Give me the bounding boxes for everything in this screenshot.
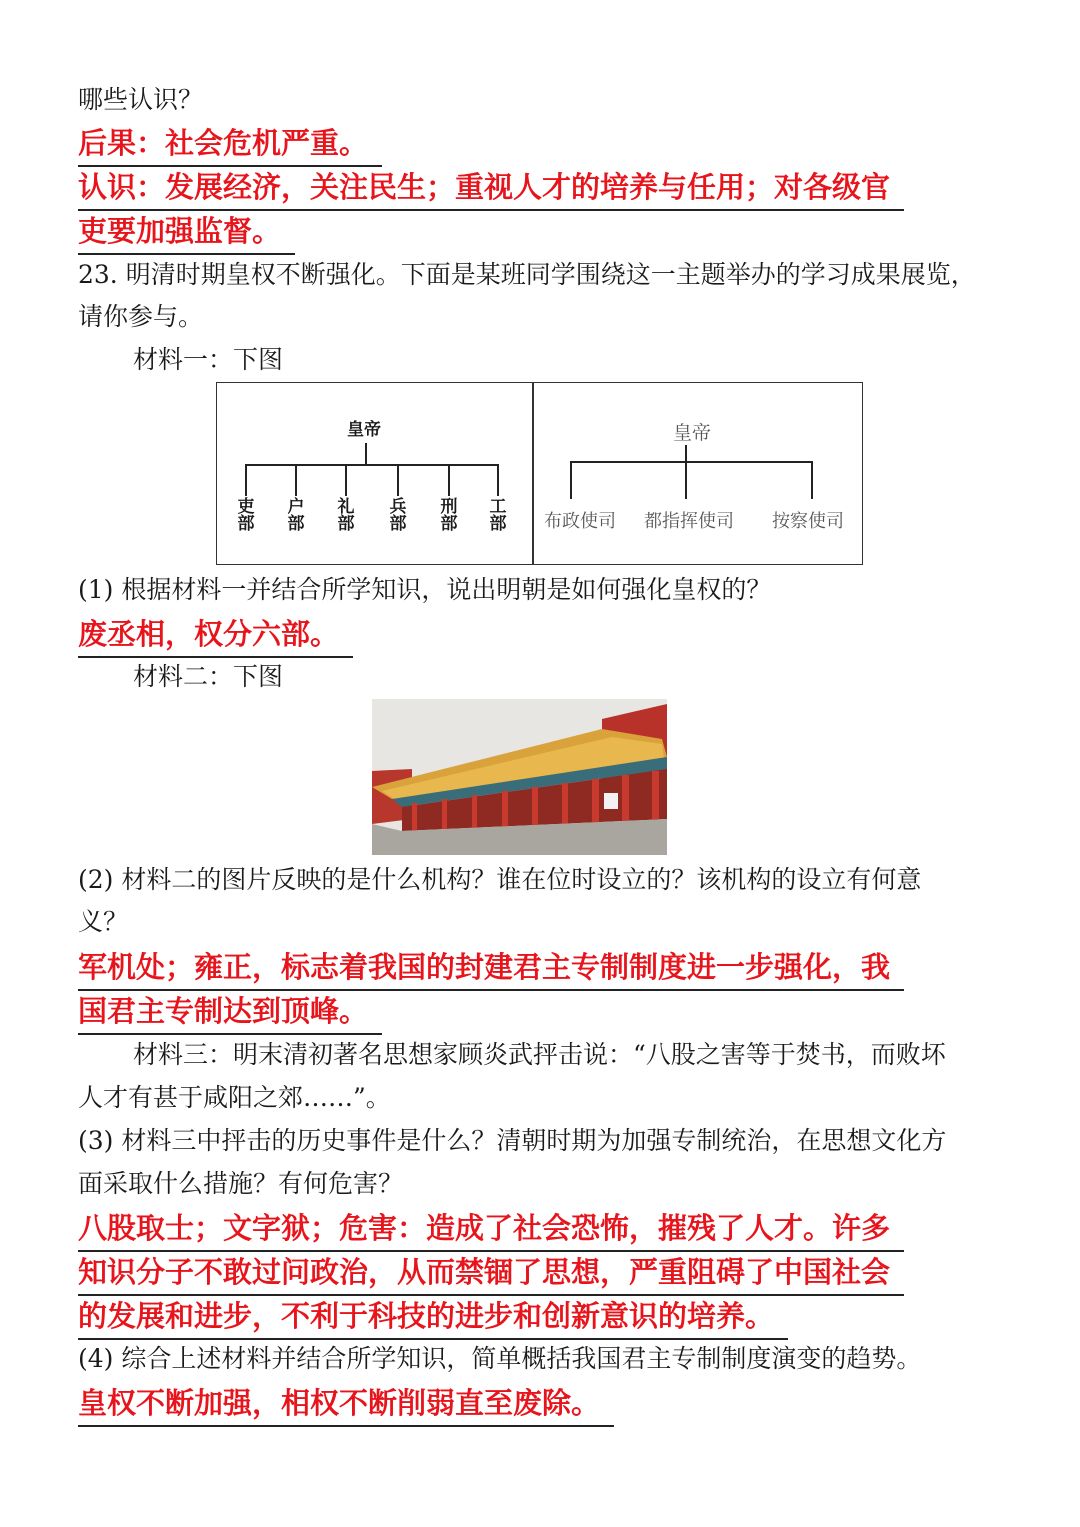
government-structure-diagram — [216, 382, 863, 565]
question-2-line1: (2) 材料二的图片反映的是什么机构？谁在位时设立的？该机构的设立有何意 — [78, 865, 922, 894]
question-23-line2: 请你参与。 — [78, 302, 204, 331]
answer-4: 皇权不断加强，相权不断削弱直至废除。 — [78, 1381, 614, 1427]
answer-3-line2: 知识分子不敢过问政治，从而禁锢了思想，严重阻碍了中国社会 — [78, 1250, 904, 1296]
material-three-line2: 人才有甚于咸阳之郊……”。 — [78, 1083, 391, 1112]
dept-rites: 礼部 — [337, 497, 355, 534]
emperor-label-left: 皇帝 — [347, 420, 381, 440]
answer-2-line1: 军机处；雍正，标志着我国的封建君主专制制度进一步强化，我 — [78, 945, 904, 991]
dept-justice: 刑部 — [440, 497, 458, 534]
material-one-label: 材料一：下图 — [133, 345, 284, 374]
question-1: (1) 根据材料一并结合所学知识，说出明朝是如何强化皇权的？ — [78, 575, 772, 604]
dept-war: 兵部 — [389, 497, 407, 534]
answer-1: 废丞相，权分六部。 — [78, 612, 353, 658]
question-3-line2: 面采取什么措施？有何危害？ — [78, 1169, 404, 1198]
emperor-label-right: 皇帝 — [673, 422, 712, 444]
office-military: 都指挥使司 — [644, 511, 734, 532]
dept-revenue: 户部 — [287, 497, 305, 534]
office-surveillance: 按察使司 — [772, 511, 844, 532]
question-3-line1: (3) 材料三中抨击的历史事件是什么？清朝时期为加强专制统治，在思想文化方 — [78, 1126, 947, 1155]
material-two-label: 材料二：下图 — [133, 662, 284, 691]
grand-council-building-photo — [372, 699, 667, 855]
question-continuation: 哪些认识？ — [78, 85, 204, 114]
dept-works: 工部 — [489, 497, 507, 534]
question-23-line1: 23. 明清时期皇权不断强化。下面是某班同学围绕这一主题举办的学习成果展览， — [78, 260, 976, 289]
question-2-line2: 义？ — [78, 907, 129, 936]
answer-3-line3: 的发展和进步，不利于科技的进步和创新意识的培养。 — [78, 1294, 788, 1340]
answer-understanding-line2: 吏要加强监督。 — [78, 209, 295, 255]
answer-understanding-line1: 认识：发展经济，关注民生；重视人才的培养与任用；对各级官 — [78, 165, 904, 211]
office-administration: 布政使司 — [544, 511, 616, 532]
answer-3-line1: 八股取士；文字狱；危害：造成了社会恐怖，摧残了人才。许多 — [78, 1206, 904, 1252]
diagram-divider — [532, 383, 534, 564]
dept-personnel: 吏部 — [237, 497, 255, 534]
material-three-line1: 材料三：明末清初著名思想家顾炎武抨击说：“八股之害等于焚书，而败坏 — [133, 1040, 946, 1069]
answer-consequence: 后果：社会危机严重。 — [78, 121, 382, 167]
answer-2-line2: 国君主专制达到顶峰。 — [78, 989, 382, 1035]
question-4: (4) 综合上述材料并结合所学知识，简单概括我国君主专制制度演变的趋势。 — [78, 1344, 922, 1373]
